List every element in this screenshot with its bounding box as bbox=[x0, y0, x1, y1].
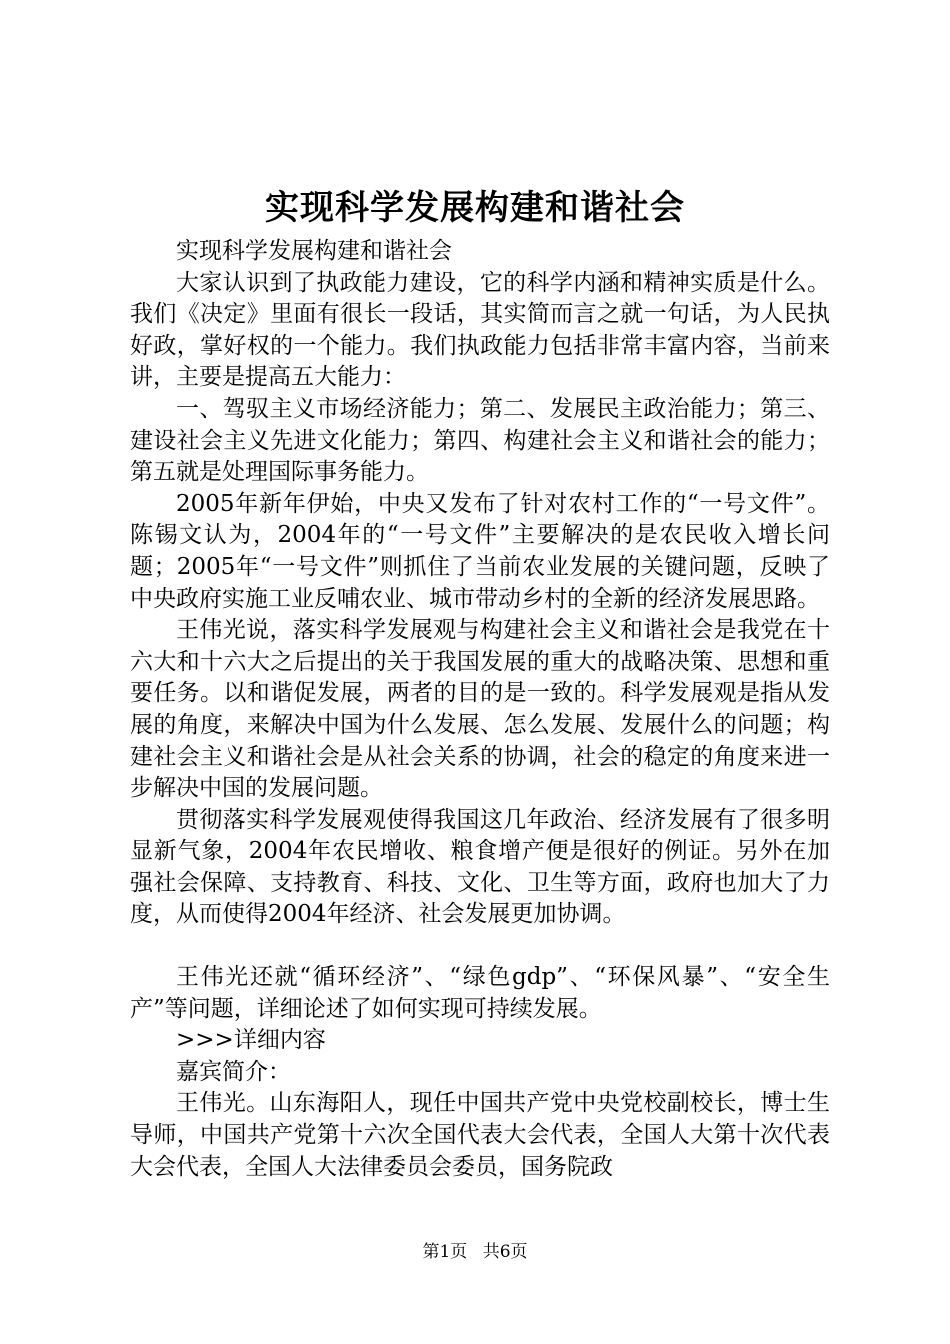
paragraph: 王伟光。山东海阳人，现任中国共产党中央党校副校长，博士生导师，中国共产党第十六次全国代表大会代表，全国人大第十次代表大会代表，全国人大法律委员会委员，国务院政 bbox=[130, 1090, 830, 1180]
guest-intro-heading: 嘉宾简介： bbox=[176, 1058, 291, 1085]
page-number: 第1页 bbox=[422, 1242, 468, 1262]
document-body bbox=[130, 236, 830, 1183]
page-total: 共6页 bbox=[482, 1242, 528, 1262]
detail-link[interactable]: >>>详细内容 bbox=[176, 1027, 326, 1054]
paragraph: 王伟光说，落实科学发展观与构建社会主义和谐社会是我党在十六大和十六大之后提出的关于我国发展的重大的战略决策、思想和重要任务。以和谐促发展，两者的目的是一致的。科学发展观是指从发展的角度，来解决中国为什么发展、怎么发展、发展什么的问题；构建社会主义和谐社会是从社会关系的协调，社会的稳定的角度来进一步解决中国的发展问题。 bbox=[130, 617, 830, 802]
paragraph-subtitle: 实现科学发展构建和谐社会 bbox=[176, 238, 452, 264]
paragraph: 贯彻落实科学发展观使得我国这几年政治、经济发展有了很多明显新气象，2004年农民增收、粮食增产便是很好的例证。另外在加强社会保障、支持教育、科技、文化、卫生等方面，政府也加大了力度，从而使得2004年经济、社会发展更加协调。 bbox=[130, 806, 830, 928]
paragraph: 2005年新年伊始，中央又发布了针对农村工作的“一号文件”。陈锡文认为，2004年的“一号文件”主要解决的是农民收入增长问题；2005年“一号文件”则抓住了当前农业发展的关键问题，反映了中央政府实施工业反哺农业、城市带动乡村的全新的经济发展思路。 bbox=[130, 490, 830, 612]
document-title: 实现科学发展构建和谐社会 bbox=[265, 188, 685, 228]
paragraph: 王伟光还就“循环经济”、“绿色gdp”、“环保风暴”、“安全生产”等问题，详细论述了如何实现可持续发展。 bbox=[130, 964, 830, 1022]
page-footer bbox=[0, 1240, 950, 1264]
paragraph: 一、驾驭主义市场经济能力；第二、发展民主政治能力；第三、建设社会主义先进文化能力；第四、构建社会主义和谐社会的能力；第五就是处理国际事务能力。 bbox=[130, 395, 830, 486]
paragraph: 大家认识到了执政能力建设，它的科学内涵和精神实质是什么。我们《决定》里面有很长一段话，其实简而言之就一句话，为人民执好政，掌好权的一个能力。我们执政能力包括非常丰富内容，当前来讲，主要是提高五大能力： bbox=[130, 269, 830, 391]
